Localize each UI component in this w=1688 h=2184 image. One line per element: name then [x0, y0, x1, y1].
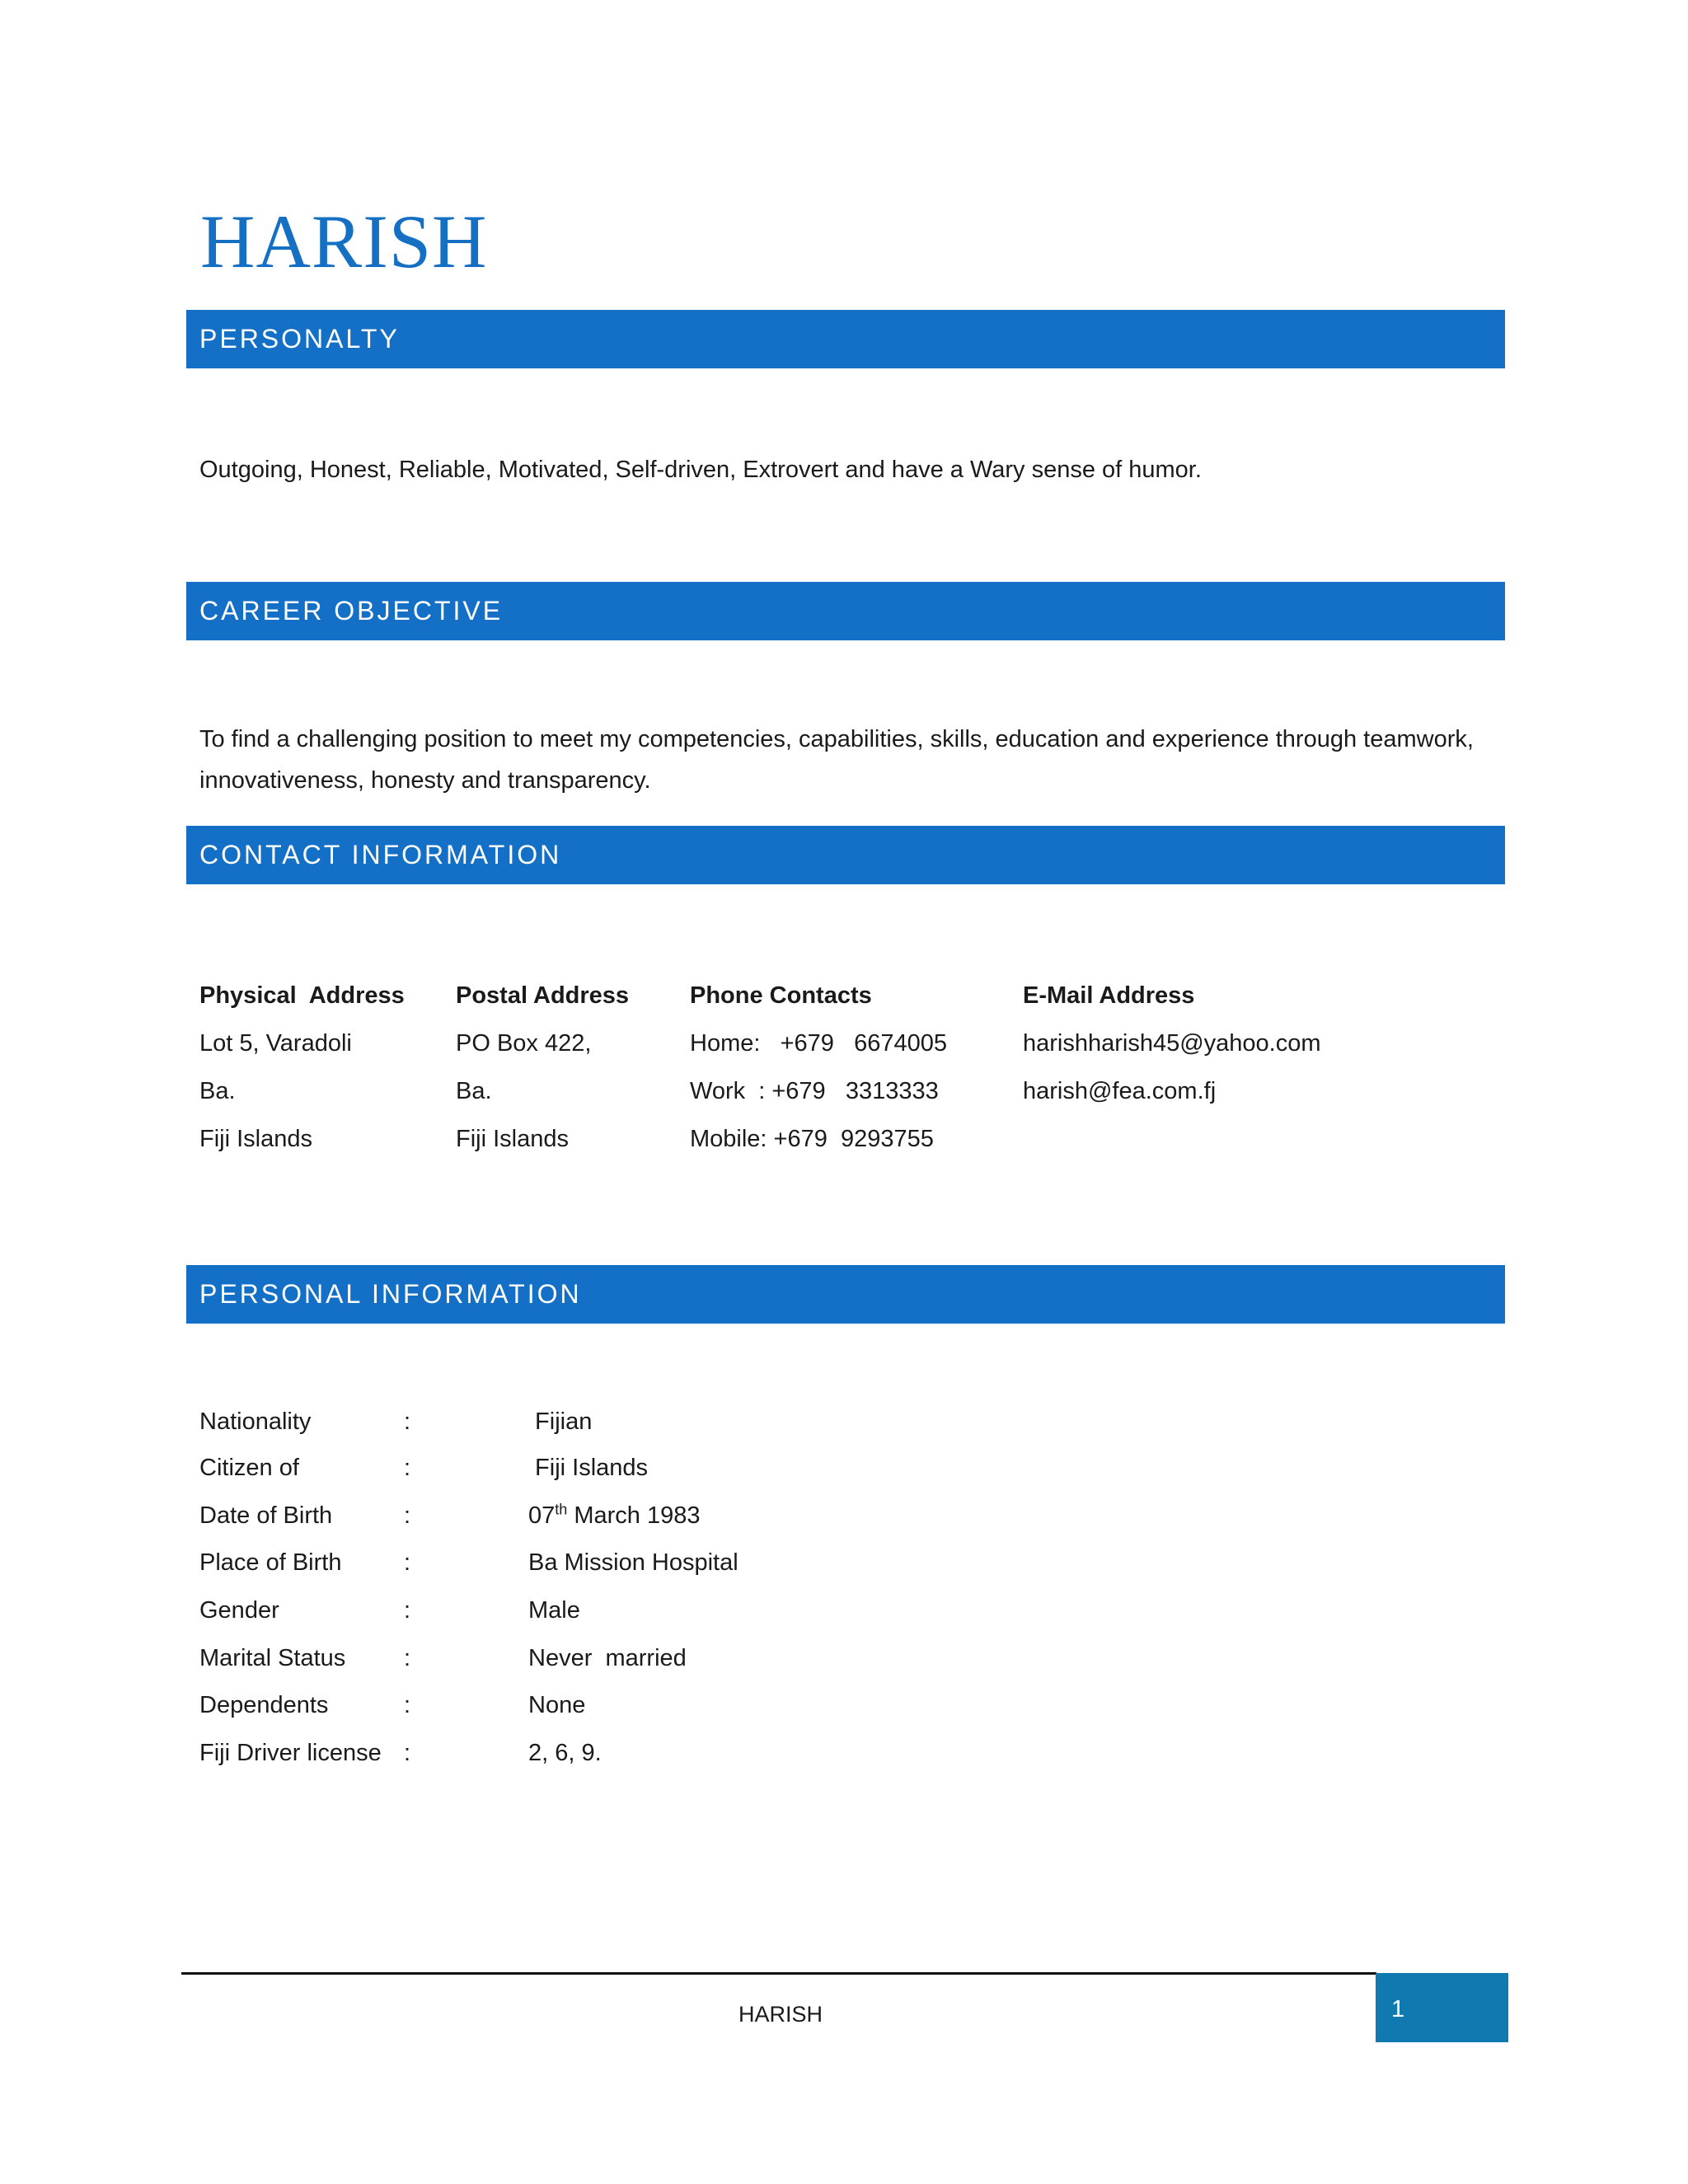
document-title: HARISH — [200, 199, 488, 284]
footer-divider — [181, 1972, 1376, 1975]
birth-day: 07 — [528, 1502, 556, 1529]
personality-text: Outgoing, Honest, Reliable, Motivated, Self-driven, Extrovert and have a Wary sense of humor. — [199, 457, 1202, 483]
footer-name: HARISH — [738, 2002, 823, 2027]
personal-info-colon: : — [404, 1408, 411, 1435]
personal-info-label: Nationality — [199, 1408, 312, 1435]
personal-info-colon: : — [404, 1455, 411, 1481]
postal-address-line: PO Box 422, — [456, 1030, 592, 1057]
career-objective-text: To find a challenging position to meet my competencies, capabilities, skills, education and experience through teamwork, innovativeness, honesty and transparency. — [199, 726, 1474, 794]
personal-info-colon: : — [404, 1740, 411, 1766]
email-address-line: harish@fea.com.fj — [1023, 1078, 1217, 1104]
personal-info-row — [199, 1495, 701, 1543]
section-heading-contact-information: CONTACT INFORMATION — [186, 826, 1505, 884]
birth-month-year: March 1983 — [567, 1502, 701, 1529]
personal-info-value: Fijian — [528, 1408, 593, 1435]
email-address-line: harishharish45@yahoo.com — [1023, 1030, 1321, 1057]
physical-address-column — [199, 975, 405, 1166]
personal-info-label: Place of Birth — [199, 1549, 342, 1576]
phone-contact-line: Mobile: +679 9293755 — [690, 1126, 934, 1152]
personal-info-value: Fiji Islands — [528, 1455, 649, 1481]
personal-info-label: Citizen of — [199, 1455, 299, 1481]
personal-info-colon: : — [404, 1549, 411, 1576]
personal-info-value: 2, 6, 9. — [528, 1740, 602, 1766]
postal-address-header: Postal Address — [456, 982, 630, 1009]
section-heading-career-objective: CAREER OBJECTIVE — [186, 582, 1505, 640]
section-heading-personal-information: PERSONAL INFORMATION — [186, 1265, 1505, 1324]
personal-info-colon: : — [404, 1645, 411, 1671]
postal-address-line: Ba. — [456, 1078, 492, 1104]
personal-info-value: Never married — [528, 1645, 687, 1671]
email-address-header: E-Mail Address — [1023, 982, 1195, 1009]
postal-address-line: Fiji Islands — [456, 1126, 569, 1152]
ordinal-suffix: th — [555, 1501, 568, 1518]
physical-address-line: Fiji Islands — [199, 1126, 312, 1152]
personal-info-row — [199, 1447, 649, 1495]
personal-info-colon: : — [404, 1502, 411, 1529]
physical-address-line: Lot 5, Varadoli — [199, 1030, 352, 1057]
phone-contact-line: Work : +679 3313333 — [690, 1078, 939, 1104]
personal-info-row — [199, 1638, 687, 1685]
page-number: 1 — [1391, 1996, 1405, 2022]
postal-address-column — [456, 975, 629, 1166]
personal-info-label: Fiji Driver license — [199, 1740, 382, 1766]
section-heading-personality: PERSONALTY — [186, 310, 1505, 368]
phone-contacts-header: Phone Contacts — [690, 982, 872, 1009]
personal-info-value — [528, 1495, 700, 1536]
personal-info-label: Date of Birth — [199, 1502, 333, 1529]
phone-contacts-column — [690, 975, 947, 1166]
personal-info-row — [199, 1732, 602, 1780]
physical-address-header: Physical Address — [199, 982, 405, 1009]
personal-info-row — [199, 1401, 593, 1449]
email-address-column — [1023, 975, 1321, 1118]
personal-info-value: Male — [528, 1597, 580, 1624]
personal-info-row — [199, 1685, 586, 1732]
personal-info-colon: : — [404, 1597, 411, 1624]
personal-info-value: Ba Mission Hospital — [528, 1549, 738, 1576]
phone-contact-line: Home: +679 6674005 — [690, 1030, 947, 1057]
personal-info-value: None — [528, 1692, 586, 1718]
personal-info-label: Marital Status — [199, 1645, 346, 1671]
personal-info-label: Gender — [199, 1597, 279, 1624]
personal-info-row — [199, 1542, 738, 1590]
page-number-badge — [1376, 1973, 1508, 2042]
personal-info-row — [199, 1590, 580, 1638]
personal-info-colon: : — [404, 1692, 411, 1718]
personal-info-label: Dependents — [199, 1692, 329, 1718]
physical-address-line: Ba. — [199, 1078, 236, 1104]
